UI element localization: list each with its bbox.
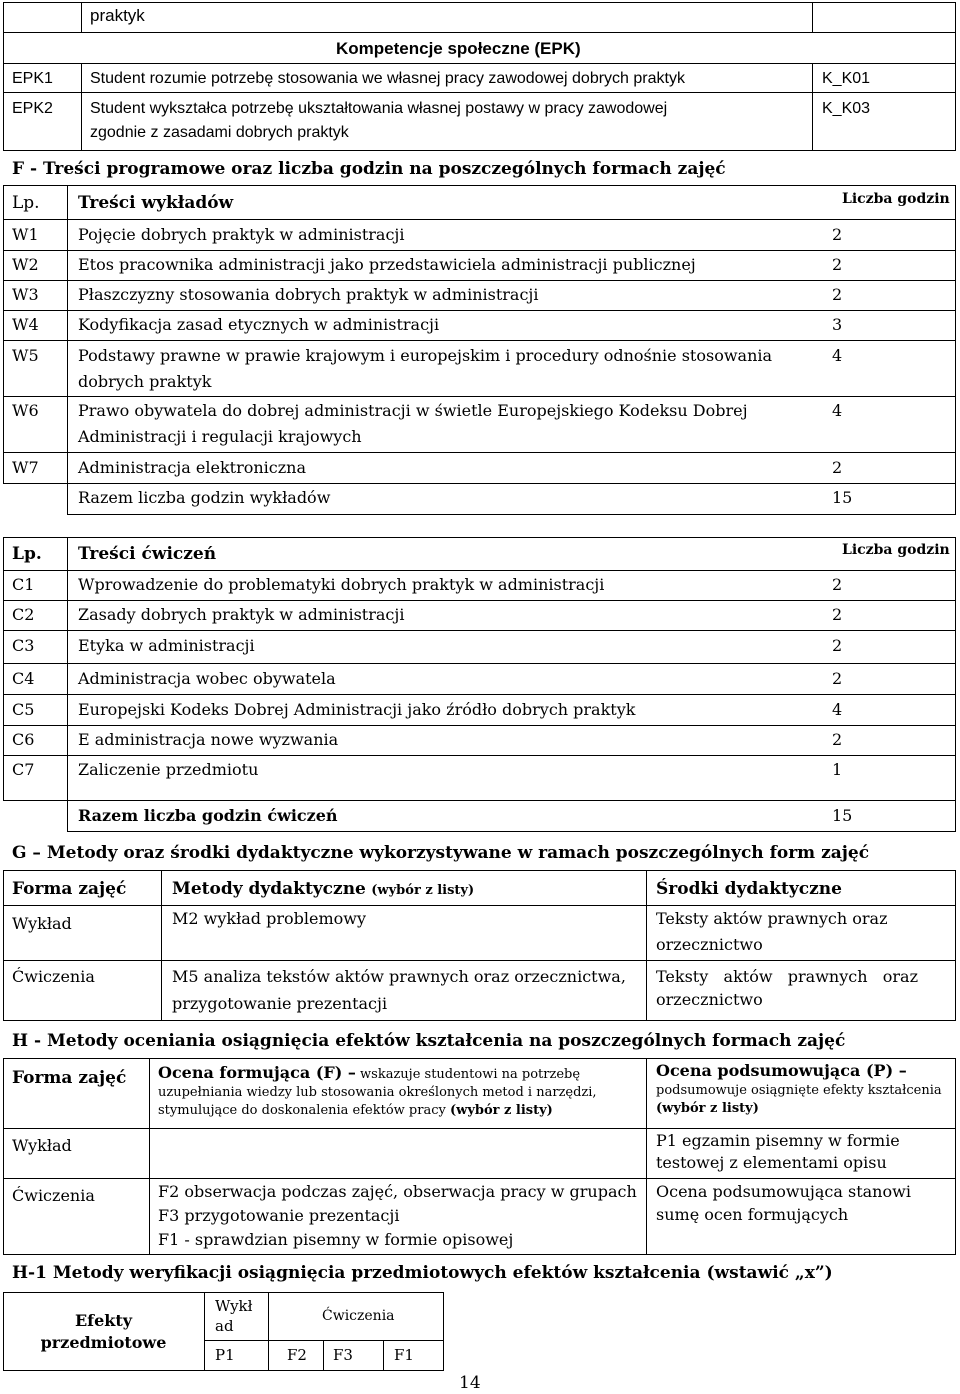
lecture-w4-code: W4	[12, 315, 39, 334]
verification-col-lecture	[215, 1296, 253, 1336]
summative-desc: podsumowuje osiągnięte efekty kształcenia	[656, 1083, 942, 1098]
methods-row-lecture-method: M2 wykład problemowy	[172, 909, 367, 928]
lectures-col-hours: Liczba godzin	[842, 191, 950, 207]
methods-row-exercises-means-line2: orzecznictwo	[656, 990, 763, 1009]
epk1-code: EPK1	[12, 70, 53, 87]
lecture-w5-text-line2: dobrych praktyk	[78, 372, 212, 391]
lecture-w6-code: W6	[12, 401, 39, 420]
methods-col-methods: Metody dydaktyczne	[172, 879, 366, 899]
lecture-w5-text-line1: Podstawy prawne w prawie krajowym i europejskim i procedury odnośnie stosowania	[78, 346, 773, 365]
epk2-ref: K_K03	[822, 100, 871, 117]
lecture-w2-code: W2	[12, 255, 39, 274]
assessment-col-form: Forma zajęć	[12, 1068, 127, 1088]
assessment-row-exercises-summative-line2: sumę ocen formujących	[656, 1205, 849, 1224]
verification-col-lecture-line1: Wykł	[215, 1297, 253, 1315]
exercise-c7-text: Zaliczenie przedmiotu	[78, 760, 259, 779]
methods-row-lecture-means-line1: Teksty aktów prawnych oraz	[656, 909, 888, 928]
section-h-title: H - Metody oceniania osiągnięcia efektów kształcenia na poszczególnych formach zajęć	[12, 1031, 846, 1051]
page-number: 14	[459, 1373, 481, 1393]
exercise-c5-hours: 4	[832, 700, 843, 719]
lecture-w2-text: Etos pracownika administracji jako przedstawiciela administracji publicznej	[78, 255, 696, 274]
exercise-c3-text: Etyka w administracji	[78, 636, 255, 655]
lecture-w3-text: Płaszczyzny stosowania dobrych praktyk w administracji	[78, 285, 539, 304]
lecture-w1-code: W1	[12, 225, 39, 244]
lecture-w7-text: Administracja elektroniczna	[78, 458, 306, 477]
exercise-c7-code: C7	[12, 760, 35, 779]
verification-sub-f2: F2	[287, 1346, 307, 1364]
methods-row-exercises-means-line1: Teksty aktów prawnych oraz	[656, 967, 919, 986]
verification-col-lecture-line2: ad	[215, 1317, 234, 1335]
methods-col-methods-header	[172, 876, 474, 904]
lectures-col-lp: Lp.	[12, 193, 40, 213]
assessment-row-exercises-summative-line1: Ocena podsumowująca stanowi	[656, 1182, 911, 1201]
methods-col-means: Środki dydaktyczne	[656, 879, 842, 899]
verification-col-exercises: Ćwiczenia	[322, 1308, 395, 1324]
exercise-c1-code: C1	[12, 575, 35, 594]
exercise-c1-text: Wprowadzenie do problematyki dobrych praktyk w administracji	[78, 575, 605, 594]
methods-col-methods-note: (wybór z listy)	[371, 883, 475, 898]
methods-row-exercises-form: Ćwiczenia	[12, 967, 95, 986]
exercise-c4-text: Administracja wobec obywatela	[78, 669, 336, 688]
exercise-c3-code: C3	[12, 636, 35, 655]
verification-col-effects-line1: Efekty	[74, 1311, 133, 1330]
assessment-row-lecture-form: Wykład	[12, 1136, 72, 1155]
exercise-c5-code: C5	[12, 700, 35, 719]
summative-note: (wybór z listy)	[656, 1101, 759, 1116]
exercise-c3-hours: 2	[832, 636, 843, 655]
exercise-c4-hours: 2	[832, 669, 843, 688]
assessment-row-exercises-formative-2: F3 przygotowanie prezentacji	[158, 1206, 400, 1225]
formative-title: Ocena formująca (F)	[158, 1063, 343, 1082]
formative-note: (wybór z listy)	[449, 1103, 553, 1118]
exercise-c2-code: C2	[12, 605, 35, 624]
assessment-row-lecture-summative-line1: P1 egzamin pisemny w formie	[656, 1131, 900, 1150]
exercise-c6-hours: 2	[832, 730, 843, 749]
exercises-col-lp: Lp.	[12, 544, 42, 564]
lecture-w5-hours: 4	[832, 346, 843, 365]
lecture-w1-hours: 2	[832, 225, 843, 244]
exercise-c2-text: Zasady dobrych praktyk w administracji	[78, 605, 405, 624]
lecture-w1-text: Pojęcie dobrych praktyk w administracji	[78, 225, 405, 244]
verification-col-effects	[3, 1310, 204, 1354]
exercises-col-hours: Liczba godzin	[842, 542, 950, 558]
exercise-c7-hours: 1	[832, 760, 843, 779]
section-h1-title: H-1 Metody weryfikacji osiągnięcia przedmiotowych efektów kształcenia (wstawić „x”)	[12, 1263, 833, 1283]
exercises-total-hours: 15	[832, 806, 853, 825]
verification-sub-p1: P1	[215, 1346, 235, 1364]
epk1-text: Student rozumie potrzebę stosowania we własnej pracy zawodowej dobrych praktyk	[90, 70, 685, 87]
lecture-w2-hours: 2	[832, 255, 843, 274]
lecture-w3-hours: 2	[832, 285, 843, 304]
formative-dash: –	[342, 1063, 356, 1082]
methods-col-form: Forma zajęć	[12, 879, 127, 899]
exercise-c6-code: C6	[12, 730, 35, 749]
exercise-c1-hours: 2	[832, 575, 843, 594]
assessment-row-lecture-summative-line2: testowej z elementami opisu	[656, 1153, 887, 1172]
epk1-ref: K_K01	[822, 70, 871, 87]
methods-row-exercises-method-line1: M5 analiza tekstów aktów prawnych oraz orzecznictwa,	[172, 967, 626, 986]
assessment-row-exercises-formative-3: F1 - sprawdzian pisemny w formie opisowej	[158, 1230, 514, 1249]
methods-row-lecture-form: Wykład	[12, 914, 72, 933]
exercise-c6-text: E administracja nowe wyzwania	[78, 730, 339, 749]
verification-sub-f1: F1	[394, 1346, 414, 1364]
lecture-w6-hours: 4	[832, 401, 843, 420]
lectures-total-hours: 15	[832, 488, 853, 507]
lecture-w7-code: W7	[12, 458, 39, 477]
epk2-text-line1: Student wykształca potrzebę ukształtowania własnej postawy w pracy zawodowej	[90, 100, 668, 117]
lectures-total-label: Razem liczba godzin wykładów	[78, 488, 331, 507]
exercises-col-title: Treści ćwiczeń	[78, 544, 217, 564]
lectures-col-title: Treści wykładów	[78, 193, 234, 213]
epk-top-row-text: praktyk	[90, 6, 145, 25]
verification-sub-f3: F3	[333, 1346, 353, 1364]
lecture-w3-code: W3	[12, 285, 39, 304]
formative-header	[158, 1064, 628, 1120]
verification-col-effects-line2: przedmiotowe	[40, 1333, 167, 1352]
formative-desc: wskazuje studentowi na potrzebę uzupełniania wiedzy lub stosowania określonych metod i narzędzi, stymulujące do doskonalenia efektów pracy	[158, 1067, 597, 1118]
summative-title: Ocena podsumowująca (P) –	[656, 1061, 907, 1080]
lecture-w5-code: W5	[12, 346, 39, 365]
summative-header	[656, 1060, 951, 1118]
methods-row-lecture-means-line2: orzecznictwo	[656, 935, 763, 954]
epk2-text-line2: zgodnie z zasadami dobrych praktyk	[90, 124, 349, 141]
exercise-c2-hours: 2	[832, 605, 843, 624]
assessment-row-exercises-formative-1: F2 obserwacja podczas zajęć, obserwacja pracy w grupach	[158, 1182, 637, 1201]
exercise-c4-code: C4	[12, 669, 35, 688]
lecture-w4-text: Kodyfikacja zasad etycznych w administracji	[78, 315, 440, 334]
epk2-code: EPK2	[12, 100, 53, 117]
epk-heading: Kompetencje społeczne (EPK)	[336, 39, 581, 58]
assessment-row-exercises-form: Ćwiczenia	[12, 1186, 95, 1205]
methods-row-exercises-method-line2: przygotowanie prezentacji	[172, 994, 388, 1013]
lecture-w6-text-line1: Prawo obywatela do dobrej administracji w świetle Europejskiego Kodeksu Dobrej	[78, 401, 748, 420]
section-f-title: F - Treści programowe oraz liczba godzin na poszczególnych formach zajęć	[12, 159, 726, 179]
lecture-w4-hours: 3	[832, 315, 843, 334]
exercises-total-label: Razem liczba godzin ćwiczeń	[78, 806, 338, 825]
section-g-title: G – Metody oraz środki dydaktyczne wykorzystywane w ramach poszczególnych form zajęć	[12, 843, 870, 863]
lecture-w7-hours: 2	[832, 458, 843, 477]
exercise-c5-text: Europejski Kodeks Dobrej Administracji jako źródło dobrych praktyk	[78, 700, 636, 719]
lecture-w6-text-line2: Administracji i regulacji krajowych	[78, 427, 362, 446]
